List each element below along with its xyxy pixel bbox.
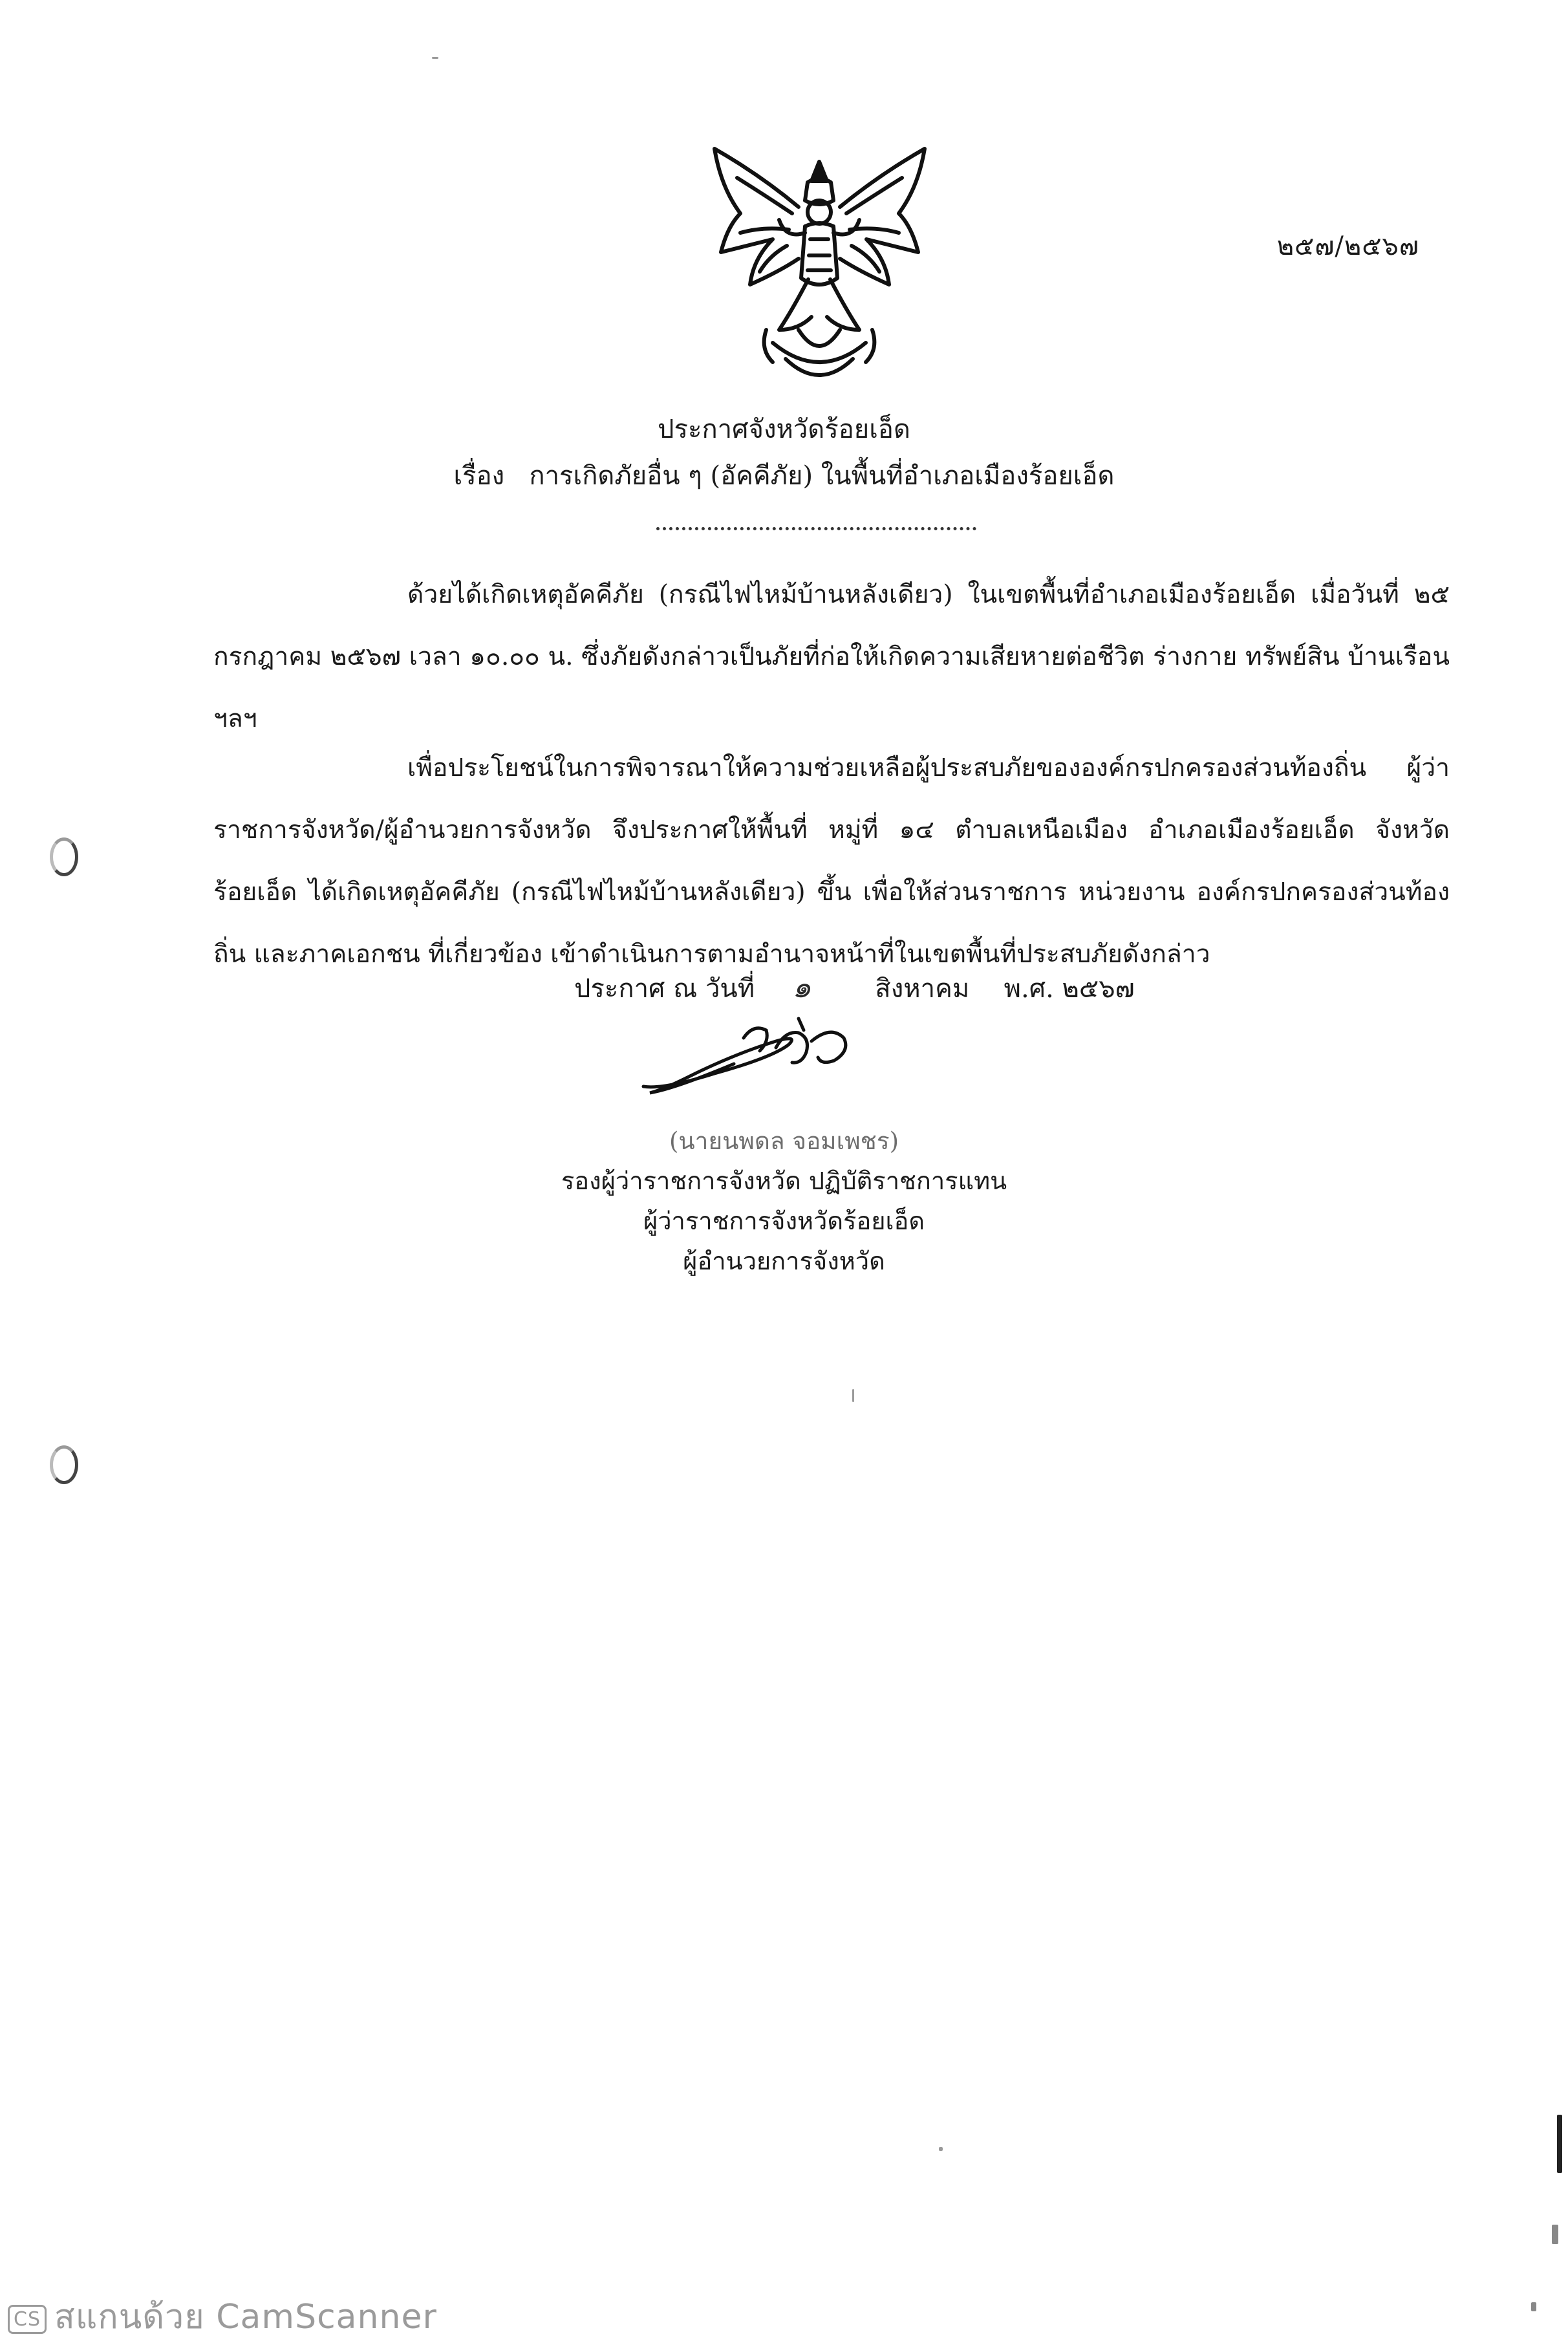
announce-day: ๑: [792, 969, 811, 1004]
signer-title-3: ผู้อำนวยการจังหวัด: [683, 1247, 885, 1275]
camscanner-watermark: [8, 2289, 437, 2343]
document-number: ๒๕๗/๒๕๖๗: [1276, 232, 1419, 261]
paragraph-1-text: ด้วยได้เกิดเหตุอัคคีภัย (กรณีไฟไหม้บ้านหลังเดียว) ในเขตพื้นที่อำเภอเมืองร้อยเอ็ด เมื่อวันที่ ๒๕ กรกฎาคม ๒๕๖๗ เวลา ๑๐.๐๐ น. ซึ่งภัยดังกล่าวเป็นภัยที่ก่อให้เกิดความเสียหายต่อชีวิต ร่างกาย ทรัพย์สิน บ้านเรือน ฯลฯ: [213, 580, 1450, 733]
body-paragraph-2: [213, 737, 1450, 986]
announce-year: ๒๕๖๗: [1062, 974, 1135, 1004]
announce-prefix: ประกาศ ณ วันที่: [574, 974, 755, 1004]
garuda-emblem-icon: [702, 136, 938, 394]
subject-line: [0, 453, 1568, 499]
scan-edge-mark: [1552, 2225, 1558, 2244]
scan-speck: [432, 57, 438, 59]
signer-name: (นายนพดล จอมเพชร): [669, 1127, 899, 1155]
announce-month: สิงหาคม: [875, 974, 970, 1004]
body-paragraph-1: [213, 564, 1450, 750]
scan-speck: [1531, 2302, 1536, 2311]
camscanner-logo-icon: CS: [8, 2305, 47, 2334]
title-block: [0, 406, 1568, 499]
subject-text: การเกิดภัยอื่น ๆ (อัคคีภัย) ในพื้นที่อำเภอเมืองร้อยเอ็ด: [529, 461, 1115, 491]
scan-edge-mark: [1557, 2115, 1562, 2173]
punch-hole-mark: [50, 837, 78, 876]
handwritten-signature-icon: [637, 1012, 857, 1099]
paragraph-2-text: เพื่อประโยชน์ในการพิจารณาให้ความช่วยเหลือผู้ประสบภัยขององค์กรปกครองส่วนท้องถิ่น ผู้ว่าราชการจังหวัด/ผู้อำนวยการจังหวัด จึงประกาศให้พื้นที่ หมู่ที่ ๑๔ ตำบลเหนือเมือง อำเภอเมืองร้อยเอ็ด จังหวัดร้อยเอ็ด ได้เกิดเหตุอัคคีภัย (กรณีไฟไหม้บ้านหลังเดียว) ขึ้น เพื่อให้ส่วนราชการ หน่วยงาน องค์กรปกครองส่วนท้องถิ่น และภาคเอกชน ที่เกี่ยวข้อง เข้าดำเนินการตามอำนาจหน้าที่ในเขตพื้นที่ประสบภัยดังกล่าว: [213, 753, 1450, 969]
signer-block: [0, 1122, 1568, 1281]
announcement-date-line: [574, 964, 1135, 1011]
announcement-title: ประกาศจังหวัดร้อยเอ็ด: [658, 415, 910, 444]
punch-hole-mark: [50, 1445, 78, 1484]
subject-label: เรื่อง: [453, 461, 505, 491]
signer-title-2: ผู้ว่าราชการจังหวัดร้อยเอ็ด: [643, 1207, 925, 1235]
watermark-text: สแกนด้วย CamScanner: [54, 2298, 437, 2337]
scan-speck: [852, 1389, 854, 1402]
signer-title-1: รองผู้ว่าราชการจังหวัด ปฏิบัติราชการแทน: [561, 1167, 1007, 1195]
dotted-divider: [656, 527, 976, 530]
scan-speck: [939, 2147, 943, 2151]
announce-era: พ.ศ.: [1004, 974, 1054, 1004]
